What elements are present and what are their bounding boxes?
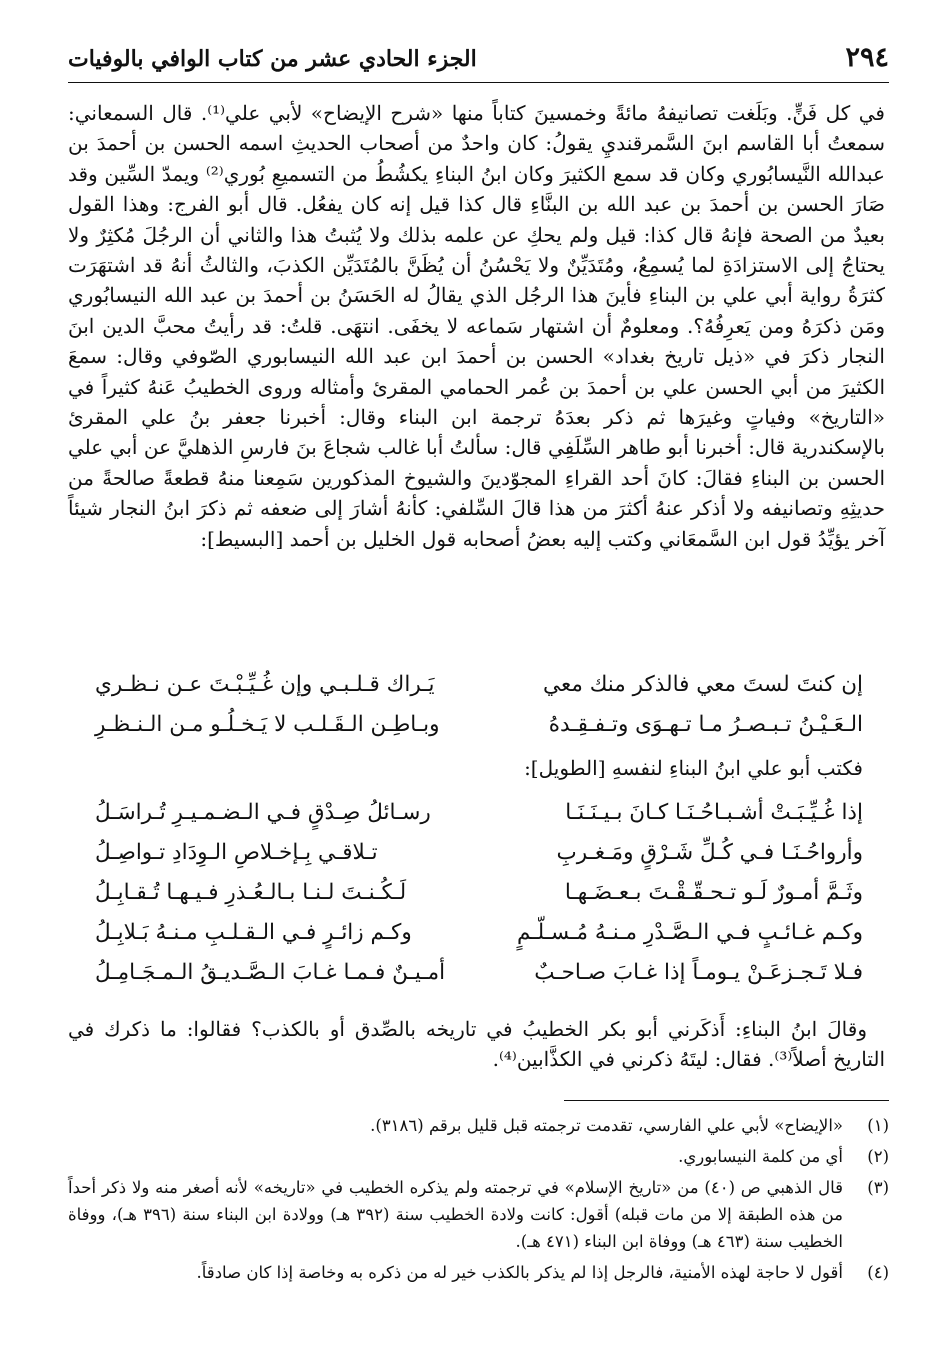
footnote-text: أي من كلمة النيسابوري. xyxy=(678,1147,843,1166)
poem-al-khalil xyxy=(95,672,863,752)
verse-first-hemistich: الـعَـيْـنُ تـبـصـرُ مـا تـهـوَى وتـفـقِـدهُ xyxy=(548,712,863,737)
footnote xyxy=(68,1143,889,1170)
footnotes xyxy=(68,1112,889,1290)
poem-intro: فكتب أبو علي ابنُ البناءِ لنفسهِ [الطويل]: xyxy=(524,756,863,780)
verse-second-hemistich: يَـراك قـلـبـي وإن غُـيِّـبْـتَ عـن نـظـري xyxy=(95,672,435,697)
verse xyxy=(95,800,863,840)
main-text xyxy=(68,98,885,554)
closing-text xyxy=(68,1014,885,1074)
footnote-number: (١) xyxy=(867,1116,889,1135)
verse-first-hemistich: وأرواحُـنَـا فـي كُـلِّ شَـرْقٍ ومَـغـربِ xyxy=(556,840,863,865)
verse-first-hemistich: إن كنتَ لستَ معي فالذكر منك معي xyxy=(543,672,863,697)
footnote-number: (٤) xyxy=(867,1263,889,1282)
closing-paragraph: وقالَ ابنُ البناءِ: أَذكَرني أبو بكر الخطيبُ في تاريخه بالصِّدق أو بالكذب؟ فقالوا: ما ذكرك في التاريخ أصلاً⁽³⁾. فقال: ليتَهُ ذكرني في الكذَّابين⁽⁴⁾. xyxy=(68,1017,885,1071)
verse-first-hemistich: فـلا تَـجـزعَـنْ يـومـاً إذا غـابَ صـاحـبٌ xyxy=(534,960,863,985)
verse-second-hemistich: لَـكُـنـتَ لـنـا بـالـعُـذرِ فـيـهـا تُـقـابِـلُ xyxy=(95,880,407,905)
verse xyxy=(95,840,863,880)
footnote xyxy=(68,1112,889,1139)
footnote-divider xyxy=(564,1100,889,1101)
verse-first-hemistich: إذا غُـيِّـبَـتْ أشـبـاحُـنَـا كـانَ بـيـنَـنَـا xyxy=(565,800,863,825)
verse-second-hemistich: وبـاطِـن الـقَـلـب لا يَـخـلُـو مـن الـنـظـرِ xyxy=(95,712,440,737)
verse xyxy=(95,880,863,920)
verse-second-hemistich: وكـم زائـرٍ فـي الـقـلـبِ مـنـهُ بَـلابِـلُ xyxy=(95,920,412,945)
footnote-number: (٢) xyxy=(867,1147,889,1166)
verse xyxy=(95,672,863,712)
poem-ibn-al-banna xyxy=(95,800,863,1000)
page-header xyxy=(68,40,889,83)
running-title: الجزء الحادي عشر من كتاب الوافي بالوفيات xyxy=(68,46,477,72)
verse-second-hemistich: رسـائلُ صِـدْقٍ فـي الـضـمـيـرِ تُـراسَـلُ xyxy=(95,800,431,825)
verse xyxy=(95,960,863,1000)
footnote-text: قال الذهبي ص (٤٠) من «تاريخ الإسلام» في ترجمته ولم يذكره الخطيب في «تاريخه» لأنه أصغر منه ولا ذكر أحداً من هذه الطبقة إلا من مات قبله) أقول: كانت ولادة الخطيب سنة (٣٩٢ هـ) وولادة ابن البناء سنة (٣٩٦ هـ)، ووفاة الخطيب سنة (٤٦٣ هـ) ووفاة ابن البناء (٤٧١ هـ). xyxy=(68,1178,843,1251)
footnote-text: أقول لا حاجة لهذه الأمنية، فالرجل إذا لم يذكر بالكذب خير له من ذكره به وخاصة إذا كان صادقاً. xyxy=(196,1263,843,1282)
page-number: ٢٩٤ xyxy=(845,42,889,73)
verse-first-hemistich: وكـم غـائـبٍ فـي الـصَّـدْرِ مـنـهُ مُـسـلّـمٍ xyxy=(517,920,863,945)
verse xyxy=(95,712,863,752)
footnote xyxy=(68,1174,889,1255)
footnote-number: (٣) xyxy=(867,1178,889,1197)
verse-first-hemistich: وثَـمَّ أمـورٌ لَـو تـحـقّـقْـتَ بـعـضَـهـا xyxy=(564,880,863,905)
footnote xyxy=(68,1259,889,1286)
verse-second-hemistich: أمـيـنٌ فـمـا غـابَ الـصَّـديـقُ الـمـجَـامِـلُ xyxy=(95,960,446,985)
biography-paragraph: في كل فَنٍّ. وبَلَغت تصانيفهُ مائةً وخمسينَ كتاباً منها «شرح الإيضاح» لأبي علي⁽¹⁾. قال السمعاني: سمعتُ أبا القاسم ابنَ السَّمرقنديِ يقولُ: كان واحدٌ من أصحاب الحديثِ اسمه الحسن بن أحمدَ بن عبدالله النَّيسابُوري وكان قد سمع الكثيرَ وكان ابنُ البناءِ يكشُطُ من التسميعِ بُوري⁽²⁾ ويمدّ السِّين وقد صَارَ الحسن بن أحمدَ بن عبد الله بن البنَّاءِ قال كذا قيل إنه كان يفعُل. قال أبو الفرج: وهذا القول بعيدٌ من الصحة فإنهُ قال كذا: قيل ولم يحكِ عن علمه بذلك ولا يُثبتُ هذا والثاني أن الرجُلَ مُكثِرٌ ولا يحتاجُ إلى الاستزادَةِ لما يُسمِعُ، ومُتَدَيِّنٌ ولا يَحْسُنُ أن يُظَنَّ بالمُتَدَيِّن الكذبَ، والثالثُ أنهُ قد اشتهَرَت كثرَةُ رواية أبي علي بن البناءِ فأينَ هذا الرجُل الذي يقالُ له الحَسَنُ بن أحمدَ بن عبد الله النيسابُوري ومَن ذكرَهُ ومن يَعرِفُهُ؟. ومعلومٌ أن اشتهار سَماعه لا يخفَى. انتهَى. قلتُ: قد رأيتُ محبَّ الدين ابنَ النجار ذكرَ في «ذيل تاريخ بغداد» الحسن بن أحمدَ ابن عبد الله النيسابوري الصّوفي وقال: سمعَ الكثيرَ من أبي الحسن علي بن أحمدَ بن عُمر الحمامي المقرئ وأمثاله وروى الخطيبُ عَنهُ كثيراً في «التاريخ» وفياتٍ وغيرَها ثم ذكر بعدَهُ ترجمة ابن البناء وقال: أخبرنا جعفر بنُ علي المقرئ بالإسكندرية قال: أخبرنا أبو طاهر السِّلَفِي قال: سألتُ أبا غالب شجاعَ بنَ فارسِ الذهليَّ عن أبي علي الحسن بن البناءِ فقالَ: كانَ أحد القراءِ المجوّدينَ والشيوخ المذكورين سَمِعنا منهُ قطعةً صالحةً من حديثِهِ وتصانيفه ولا أذكر عنهُ أكثرَ من هذا قالَ السِّلفي: كأنهُ أشارَ إلى ضعفه ثم ذكرَ ابنُ النجار شيئاً آخر يؤيِّدُ قول ابن السَّمعَاني وكتب إليه بعضُ أصحابه قول الخليل بن أحمد [البسيط]: xyxy=(68,101,885,551)
verse-second-hemistich: تـلاقـي بِـإخـلاصِ الـوِدَادِ تـواصِـلُ xyxy=(95,840,378,865)
footnote-text: «الإيضاح» لأبي علي الفارسي، تقدمت ترجمته قبل قليل برقم (٣١٨٦). xyxy=(370,1116,843,1135)
verse xyxy=(95,920,863,960)
